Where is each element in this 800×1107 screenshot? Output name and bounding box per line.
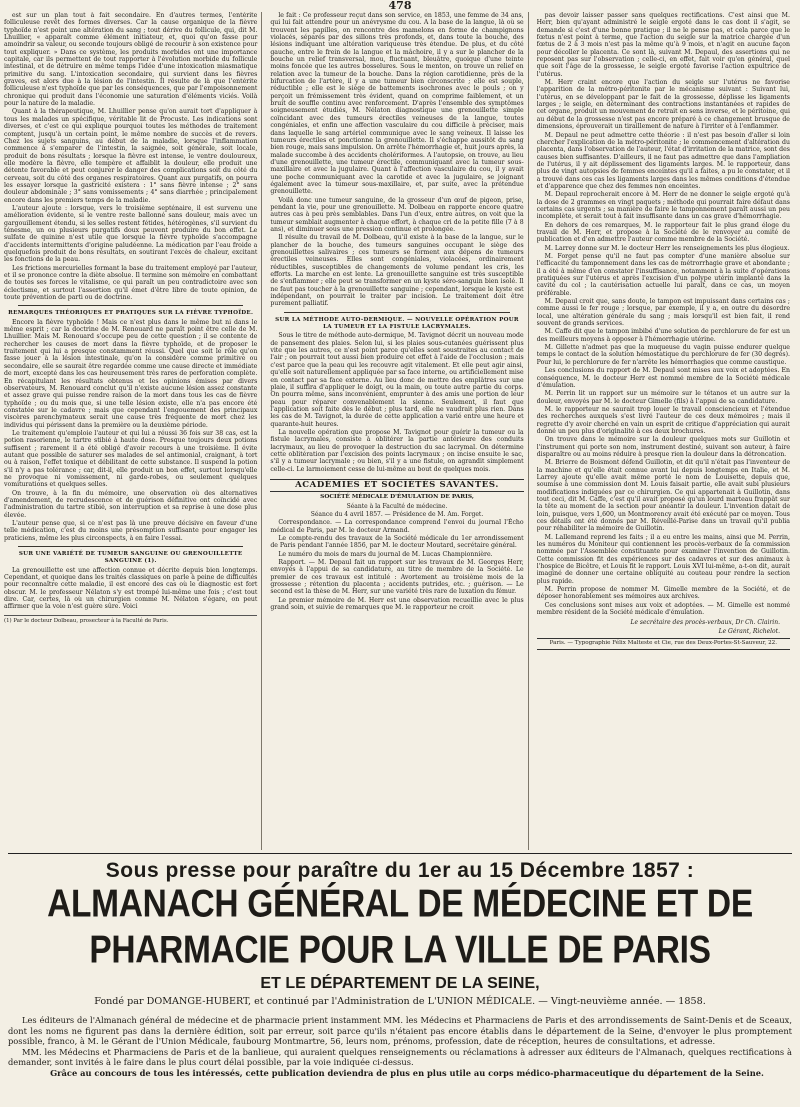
- page-number: 478: [388, 0, 412, 12]
- paragraph: M. Brierre de Boismont défend Guillotin, et dit qu'il n'était pas l'inventeur de la machine et qu'elle était connue avant lui depuis longtemps en Italie, et M. Larrey ajoute qu'elle avait même porté le nom de Louisette, depuis que, soumise à une commission dont M. Louis faisait partie, elle avait subi plusieurs modifications indiquées par ce chirurgien. Ce qui appartenait à Guillotin, dans tout ceci, dit M. Caffe, c'est qu'il avait proposé qu'un lourd marteau frappât sur la tête au moment de la section pour anéantir la douleur. L'invention datait de loin, puisque, vers 1,600, un Montmorency avait été exécuté par ce moyen. Tous ces détails ont été donnés par M. Réveillé-Parise dans un travail qu'il publia pour réhabiliter la mémoire de Guillotin.: [536, 459, 790, 533]
- paragraph: M. Forget pense qu'il ne faut pas compter d'une manière absolue sur l'efficacité du tamponnement dans les cas de métrorrhagie grave et abondante ; il a été à même d'en constater l'insuffisance, notamment à la suite d'opérations pratiquées sur l'utérus et après l'excision d'un polype utérin implanté dans la cavité du col ; la cautérisation actuelle lui paraît, dans ce cas, un moyen préférable.: [536, 253, 790, 297]
- paragraph: On trouve dans le mémoire sur la douleur quelques mots sur Guillotin et l'instrument qui porte son nom, instrument destiné, suivant son auteur, à faire disparaître ou au moins réduire à presque rien la douleur dans la détroncation.: [536, 436, 790, 458]
- paragraph: M. Perrin lit un rapport sur un mémoire sur le tétanos et un autre sur la douleur, envoyés par M. le docteur Gimelle (fils) à l'appui de sa candidature.: [536, 390, 790, 405]
- ad-closing: Grâce au concours de tous les intéressés, cette publication deviendra de plus en plus utile au corps médico-pharmaceutique du département de la Seine.: [50, 1067, 764, 1078]
- paragraph: La nouvelle opération que propose M. Tavignot pour guérir la tumeur ou la fistule lacrymales, consiste à oblitérer la partie antérieure des conduits lacrymaux, au lieu de provoquer la destruction du sac lacrymal. On détermine cette oblitération par l'excision des points lacrymaux ; on incise ensuite le sac, s'il y a tumeur lacrymale ; ou bien, s'il y a une fistule, on agrandit simplement celle-ci. Le larmoiement cesse de lui-même au bout de quelques mois.: [270, 428, 524, 473]
- column-3: [537, 12, 794, 850]
- section-divider: [18, 546, 243, 547]
- ad-founded-line: Fondé par DOMANGE-HUBERT, et continué par l'Administration de L'UNION MÉDICALE. — Vingt-neuvième année. — 1858.: [94, 996, 706, 1007]
- ad-paragraph: Les éditeurs de l'Almanach général de médecine et de pharmacie prient instamment MM. les Médecins et Pharmaciens de Paris et des arrondissements de Saint-Denis et de Sceaux, dont les noms ne figurent pas dans la dernière édition, soit par erreur, soit parce qu'ils n'étaient pas encore établis dans le département de la Seine, d'envoyer le plus promptement possible, franco, à M. le Gérant de l'Union Médicale, faubourg Montmartre, 56, leurs nom, prénoms, profession, date de réception, heures de consultations, et adresse.: [8, 1015, 792, 1047]
- session-date: Séance du 4 avril 1857. — Présidence de M. Am. Forget.: [310, 511, 484, 518]
- printer-imprint: Paris. — Typographie Félix Malteste et Cie, rue des Deux-Portes-St-Sauveur, 22.: [537, 638, 790, 649]
- paragraph: M. le rapporteur ne saurait trop louer le travail consciencieux et l'étendue des recherches auxquels s'est livré l'auteur de ces deux mémoires ; mais il regrette d'y avoir cherché en vain un esprit de critique d'appréciation qui aurait donné un peu plus d'originalité à ces deux brochures.: [536, 405, 790, 435]
- paragraph: Encore la fièvre typhoïde ! Mais ce n'est plus dans le même but ni dans le même esprit ; car la doctrine de M. Renouard ne paraît point être celle de M. Lhuillier. Mais M. Renouard s'occupe peu de cette question ; il se contente de rechercher les causes de mort dans la fièvre typhoïde, et de proposer le traitement qui lui a presque constamment réussi. Quel que soit le rôle qu'on fasse jouer à la lésion intestinale, qu'on la considère comme primitive ou secondaire, elle se saurait être regardée comme une cause directe et immédiate de mort, excepté dans les cas heureusement très rares de perforation complète. En récapitulant les résultats obtenus et les opinions émises par divers observateurs, M. Renouard conclut qu'il n'existe aucune lésion assez constante et assez grave qui puisse rendre raison de la mort dans tous les cas de fièvre typhoïde ; ou du mois que, si une telle lésion existe, elle n'a pas encore été constatée sur le cadavre ; mais que cependant l'engouement des principaux viscères parenchymateux serait une cause très fréquente de mort chez les individus qui périssent dans la première ou la deuxième période.: [4, 318, 258, 429]
- gerant-signature: Le Gérant, Richelot.: [718, 627, 780, 635]
- paragraph: M. Perrin propose de nommer M. Gimelle membre de la Société, et de déposer honorablement ses mémoires aux archives.: [536, 586, 790, 601]
- paragraph: M. Gillette n'admet pas que la muqueuse du vagin puisse endurer quelque temps le contact de la solution hémostatique du perchlorure de fer (30 degrés). Pour lui, le perchlorure de fer n'arrête les hémorrhagies que comme caustique.: [536, 344, 790, 366]
- paragraph: Quant à la thérapeutique, M. Lhuillier pense qu'on aurait tort d'appliquer à tous les malades un spécifique, véritable lit de Procuste. Les indications sont diverses, et c'est ce qui explique pourquoi toutes les méthodes de traitement comptent, jusqu'à un certain point, le même nombre de succès et de revers. Chez les sujets sanguins, au début de la maladie, lorsque l'inflammation commence à s'emparer de l'intestin, la saignée, soit générale, soit locale, produit de bons résultats ; lorsque la fièvre est intense, le ventre douloureux, elle modère la fièvre, elle tempère et affaiblit la douleur, elle produit une détente favorable et peut conjurer le danger des complications soit du côté du cerveau, soit du côté des organes respiratoires. Quant aux purgatifs, on pourra les essayer lorsque la gastricité existera : 1° sans fièvre intense ; 2° sans douleur abdominale ; 3° sans vomissements ; 4° sans diarrhée ; principalement encore dans les premiers temps de la maladie.: [4, 108, 258, 204]
- paragraph: pas devoir laisser passer sans quelques rectifications. C'est ainsi que M. Herr, bien qu'ayant administré le seigle ergoté dans le cas dont il s'agit, se demande si c'est d'une bonne pratique ; il ne le pense pas, et cela parce que le fœtus n'est point à terme, que l'action du seigle sur la matrice chargée d'un fœtus de 2 à 3 mois n'est pas la même qu'à 9 mois, et n'agit en aucune façon pour décoller le placenta. Ce sont là, suivant M. Depaul, des assertions qui ne reposent pas sur l'observation ; celle-ci, en effet, fait voir qu'en général, quel que soit l'âge de la grossesse, le seigle ergoté favorise l'action expultrice de l'utérus.: [536, 12, 790, 78]
- paragraph: Ces conclusions sont mises aux voix et adoptées. — M. Gimelle est nommé membre résident de la Société médicale d'émulation.: [536, 601, 790, 617]
- ad-paragraph: MM. les Médecins et Pharmaciens de Paris et de la banlieue, qui auraient quelques renseignements ou réclamations à adresser aux éditeurs de l'Almanach, quelques rectifications à demander, sont invités à le faire dans le plus court délai possible, par la voie indiquée ci-dessus.: [8, 1046, 792, 1068]
- secretary-signature: Le secrétaire des procès-verbaux, Dr Ch. Clairin.: [630, 618, 780, 626]
- paragraph: M. Larrey donne sur M. le docteur Herr les renseignements les plus élogieux.: [544, 244, 790, 252]
- academies-heading: ACADÉMIES ET SOCIÉTÉS SAVANTES.: [270, 479, 523, 492]
- paragraph: Sous le titre de méthode auto-dermique, M. Tavignot décrit un nouveau mode de pansement des plaies. Selon lui, si les plaies sous-cutanées guérissent plus vite que les autres, ce n'est point parce qu'elles sont soustraites au contact de l'air ; on pourrait tout aussi bien produire cet effet à l'aide de l'occlusion ; mais c'est parce que la peau qui les recouvre agit vitalement. Et elle peut agir ainsi, qu'elle soit naturellement appliquée par sa face interne, ou artificiellement mise en contact par sa face externe. Au lieu donc de mettre des emplâtres sur une plaie, il suffira d'appliquer le doigt, ou la main, ou toute autre partie du corps. On pourra même, sans inconvénient, emprunter à des amis une portion de leur peau pour réparer convenablement la sienne. Seulement, il faut que l'application soit faite dès le début ; plus tard, elle ne vaudrait plus rien. Dans les cas de M. Tavignot, la durée de cette application a varié entre une heure et quarante-huit heures.: [270, 332, 524, 428]
- paragraph: M. Depaul croit que, sans doute, le tampon est impuissant dans certains cas ; comme aussi le fer rouge ; lorsque, par exemple, il y a, en outre du désordre local, une altération générale du sang ; mais lorsqu'il est bien fait, il rend souvent de grands services.: [536, 298, 790, 328]
- paragraph: En dehors de ces remarques, M. le rapporteur fait le plus grand éloge du travail de M. Herr, et propose à la Société de le renvoyer au comité de publication et d'en admettre l'auteur comme membre de la Société.: [536, 221, 790, 244]
- ad-title: ALMANACH GÉNÉRAL DE MÉDECINE ET DE PHARMACIE POUR LA VILLE DE PARIS: [47, 883, 753, 972]
- almanach-advertisement: [8, 853, 792, 1103]
- footnote: (1) Par le docteur Dolbeau, prosecteur à la Faculté de Paris.: [4, 615, 257, 625]
- ad-top-rule: [8, 853, 792, 854]
- paragraph: L'auteur ajoute : lorsque, vers le troisième septénaire, il est survenu une amélioration évidente, si le ventre reste ballonné sans douleur, mais avec un gargouillement étendu, si les selles restent fétides, hétérogènes, s'il survient du ténesme, un ou plusieurs purgatifs doux peuvent produire du bon effet. Le sulfate de quinine n'est utile que lorsque la fièvre typhoïde s'accompagne d'accidents intermittents d'origine paludéenne. La médication par l'eau froide a quelquefois produit de bons résultats, en soutirant l'excès de chaleur, excitant les fonctions de la peau.: [4, 204, 258, 264]
- column-2: [270, 12, 528, 850]
- paragraph: Le numéro du mois de mars du journal de M. Lucas Championnière.: [278, 550, 493, 558]
- paragraph: Les conclusions du rapport de M. Depaul sont mises aux voix et adoptées. En conséquence, M. le docteur Herr est nommé membre de la Société médicale d'émulation.: [536, 367, 790, 389]
- paragraph: le fait : Ce professeur reçut dans son service, en 1853, une femme de 34 ans, qui lui fait attendre pour un anévrysme du cou. A la base de la langue, là où se trouvent les papilles, on rencontre des mamelons en forme de champignons violacés, séparés par des sillons très profonds, et, dans toute la bouche, des lésions indiquant une altération variqueuse très étendue. De plus, et du côté gauche, entre le frein de la langue et la mâchoire, il y a sur le plancher de la bouche un relief transversal, mou, fluctuant, bleuâtre, quoique d'une teinte moins foncée que les autres bosselures. Sous le menton, on trouve un relief en relation avec la tumeur de la bouche. Dans la région carotidienne, près de la bifurcation de l'artère, il y a une tumeur bien circonscrite ; elle est souple, réductible ; elle est le siège de battements isochrones avec le pouls ; on y perçoit un frémissement très évident, quand on comprime faiblement, et un bruit de souffle continu avec renforcement. D'après l'ensemble des symptômes soigneusement étudiés, M. Nélaton diagnostique une grenouillette simple coïncidant avec des tumeurs érectiles veineuses de la langue, toutes congéniales, et enfin une affection vasculaire du cou difficile à préciser, mais dans laquelle le sang artériel communique avec le sang veineux. Il laisse les tumeurs érectiles et ponctionne la grenouillette. Il s'échappe aussitôt du sang bien rouge, mais sans impulsion. On arrête l'hémorrhagie et, huit jours après, la malade succombe à des accidents cholériformes. A l'autopsie, on trouve, au lieu d'une grenouillette, une tumeur érectile, communiquant avec la tumeur sous-maxillaire et avec la jugulaire. Quant à l'affection vasculaire du cou, il y avait une poche communiquant avec la carotide et avec la jugulaire, se joignant également avec la tumeur sous-maxillaire, et, par suite, avec la prétendue grenouillette.: [270, 12, 524, 196]
- society-title: SOCIÉTÉ MÉDICALE D'ÉMULATION DE PARIS,: [320, 494, 474, 501]
- paragraph: Le compte-rendu des travaux de la Société médicale du 1er arrondissement de Paris pendant l'année 1856, par M. le docteur Moutard, secrétaire général.: [270, 535, 524, 550]
- ad-headline: Sous presse pour paraître du 1er au 15 Décembre 1857 :: [105, 859, 695, 882]
- paragraph: Le traitement qu'emploie l'auteur et qui lui a réussi 36 fois sur 38 cas, est la potion rasorienne, le tartre stibié à haute dose. Presque toujours deux potions suffisent ; rarement il a été obligé d'avoir recours à une troisième. Il évite autant que possible de saturer ses malades de sel antimonial, craignant, à tort ou à raison, l'effet toxique et débilitant de cette substance. Il suspend la potion s'il n'y a pas tolérance ; car, dit-il, elle produit un bon effet, surtout lorsqu'elle ne provoque ni vomissement, ni garde-robes, ou seulement quelques vomiturations et quelques selles.: [4, 429, 258, 489]
- section-title: REMARQUES THÉORIQUES ET PRATIQUES SUR LA FIÈVRE TYPHOÏDE.: [8, 310, 254, 317]
- paragraph: Les frictions mercurielles formant la base du traitement employé par l'auteur, et il se prononce contre la diète absolue. Il termine son mémoire en combattant de toutes ses forces le vitalisme, ce qui paraît un peu contradictoire avec son éclectisme, et surtout l'assertion qu'il émet d'être libre de toute opinion, de toute prévention de parti ou de doctrine.: [4, 264, 258, 302]
- paragraph: M. Caffe dit que le tampon imbibé d'une solution de perchlorure de fer est un des meilleurs moyens à opposer à l'hémorrhagie utérine.: [536, 328, 790, 343]
- paragraph: Voilà donc une tumeur sanguine, de la grosseur d'un œuf de pigeon, prise, pendant la vie, pour une grenouillette. M. Dolbeau en rapporte encore quatre autres cas à peu près semblables. Dans l'un d'eux, entre autres, on voit que la tumeur semblait augmenter à chaque effort, à chaque cri de la petite fille (7 à 8 ans), et diminuer sous une pression continue et prolongée.: [270, 196, 524, 233]
- paragraph: Correspondance. — La correspondance comprend l'envoi du journal l'Écho médical de Paris, par M. le docteur Armand.: [270, 519, 524, 534]
- ad-department: ET LE DÉPARTEMENT DE LA SEINE,: [260, 975, 540, 992]
- society-subtitle: Séante à la Faculté de médecine.: [346, 502, 448, 510]
- column-1: [4, 12, 262, 850]
- ad-body: [8, 1015, 792, 1079]
- paragraph: Rapport. — M. Depaul fait un rapport sur les travaux de M. Georges Herr, envoyés à l'appui de sa candidature, au titre de membre de la Société. Le premier de ces travaux est intitulé : Avortement au troisième mois de la grossesse ; rétention du placenta ; accidents putrides, etc. ; guérison. — Le second est la thèse de M. Herr, sur une variété très rare de luxation du fémur.: [270, 559, 524, 596]
- section-divider: [18, 305, 243, 306]
- paragraph: M. Depaul ne peut admettre cette théorie : il n'est pas besoin d'aller si loin chercher l'explication de la métro-péritonite ; le commencement d'altération du placenta, dans l'observation de l'auteur, l'état d'irritation de la matrice, sont des causes bien suffisantes. D'ailleurs, il ne faut pas admettre que dans l'ampliation de l'utérus, il y ait déplissement des ligaments larges. M. le rapporteur, dans plus de vingt autopsies de femmes enceintes qu'il a faites, a pu le constater, et il a trouvé dans ces cas les ligaments larges dans les mêmes conditions d'étendue et d'apparence que chez des femmes non enceintes.: [536, 131, 790, 190]
- section-title: SUR LA MÉTHODE AUTO-DERMIQUE. — NOUVELLE OPÉRATION POUR LA TUMEUR ET LA FISTULE LACRYMALES.: [275, 316, 519, 331]
- section-divider: [284, 312, 509, 313]
- paragraph: est sur un plan tout à fait secondaire. En d'autres termes, l'entérite folliculeuse revêt des formes diverses. Car la cause organique de la fièvre typhoïde n'est point une altération du sang ; tout dérive du follicule, qui, dit M. Lhuillier, « apparaît comme élément initiateur, et, quoi qu'on fasse pour amoindrir sa valeur, ou seconde toujours obligé de recourir à son existence pour tout expliquer. » Dans ce système, les produits morbides ont une importance capitale, car ils permettent de tout rapporter à l'évolution morbide du follicule intestinal, et de détruire en même temps l'idée d'une intoxication miasmatique primitive du sang. L'intoxication secondaire, qui survient dans les fièvres graves, est alors due à la lésion de l'intestin. Il résulte de là que l'entérite folliculeuse n'est typhoïde que par les conséquences, que par l'empoisonnement chronique qui produit dans l'économie une saturation d'éléments viciés. Voilà pour la nature de la maladie.: [4, 12, 258, 108]
- paragraph: Le premier mémoire de M. Herr est une observation recueillie avec le plus grand soin, et suivie de remarques que M. le rapporteur ne croit: [270, 596, 524, 612]
- paragraph: M. Depaul reprocherait encore à M. Herr de ne donner le seigle ergoté qu'à la dose de 2 grammes en vingt paquets ; méthode qui pourrait faire défaut dans certains cas urgents ; sa manière de faire le tamponnement paraît aussi un peu incomplète, et serait tout à fait insuffisante dans un cas grave d'hémorrhagie.: [536, 191, 790, 221]
- paragraph: On trouve, à la fin du mémoire, une observation où des alternatives d'amendement, de recrudescence et de guérison définitive ont coïncidé avec l'administration du tartre stibié, son interruption et sa reprise à une dose plus élevée.: [4, 489, 258, 519]
- paragraph: La grenouillette est une affection connue et décrite depuis bien longtemps. Cependant, et quoique dans les traités classiques on parle à peine de difficultés pour reconnaître cette maladie, il est encore des cas où le diagnostic est fort obscur. M. le professeur Nélaton s'y est trompé lui-même une fois ; c'est tout dire. Car, certes, là où un chirurgien comme M. Nélaton s'égare, on peut affirmer que la voie n'est guère sûre. Voici: [4, 566, 258, 611]
- paragraph: M. Lallemand reprend les faits ; il a eu entre les mains, ainsi que M. Perrin, les numéros du Moniteur qui contiennent les procès-verbaux de la commission nommée par l'Assemblée constituante pour examiner l'invention de Guillotin. Cette commission fit des expériences sur des cadavres et sur des animaux à l'hospice de Bicêtre, et Louis fit le rapport. Louis XVI lui-même, a-t-on dit, aurait imaginé de donner une certaine obliquité au couteau pour rendre la section plus rapide.: [536, 533, 790, 585]
- paragraph: Il résulte du travail de M. Dolbeau, qu'il existe à la base de la langue, sur le plancher de la bouche, des tumeurs sanguines occupant le siège des grenouillettes salivaires ; ces tumeurs se forment aux dépens de tumeurs érectiles veineuses. Elles sont congéniales, violacées, ordinairement réductibles, susceptibles de changements de volume pendant les cris, les efforts. La marche en est lente. La grenouillette sanguine est très susceptible de s'enflammer ; elle peut se transformer en un kyste séro-sanguin bien isolé. Il ne faut pas toucher à la grenouillette sanguine ; cependant, lorsque le kyste est indépendant, on pourrait le traiter par incision. Le traitement doit être purement palliatif.: [270, 234, 524, 308]
- paragraph: M. Herr craint encore que l'action du seigle sur l'utérus ne favorise l'apparition de la métro-péritonite par le mécanisme suivant : Suivant lui, l'utérus, en se développant par le fait de la grossesse, déplisse les ligaments larges ; le seigle, en déterminant des contractions instantanées et rapides de cet organe, produit un mouvement de retrait en sens inverse, et le péritoine, qui au début de la grossesse n'est pas encore préparé à ce changement brusque de dimensions, éprouverait un tiraillement de nature à l'irriter et à l'enflammer.: [536, 79, 790, 131]
- paragraph: L'auteur pense que, si ce n'est pas là une preuve décisive en faveur d'une telle médication, c'est du moins une présomption suffisante pour engager les praticiens, même les plus circonspects, à en faire l'essai.: [4, 520, 258, 542]
- article-columns: [4, 12, 794, 850]
- section-title: SUR UNE VARIÉTÉ DE TUMEUR SANGUINE OU GRENOUILLETTE SANGUINE (1).: [18, 551, 243, 565]
